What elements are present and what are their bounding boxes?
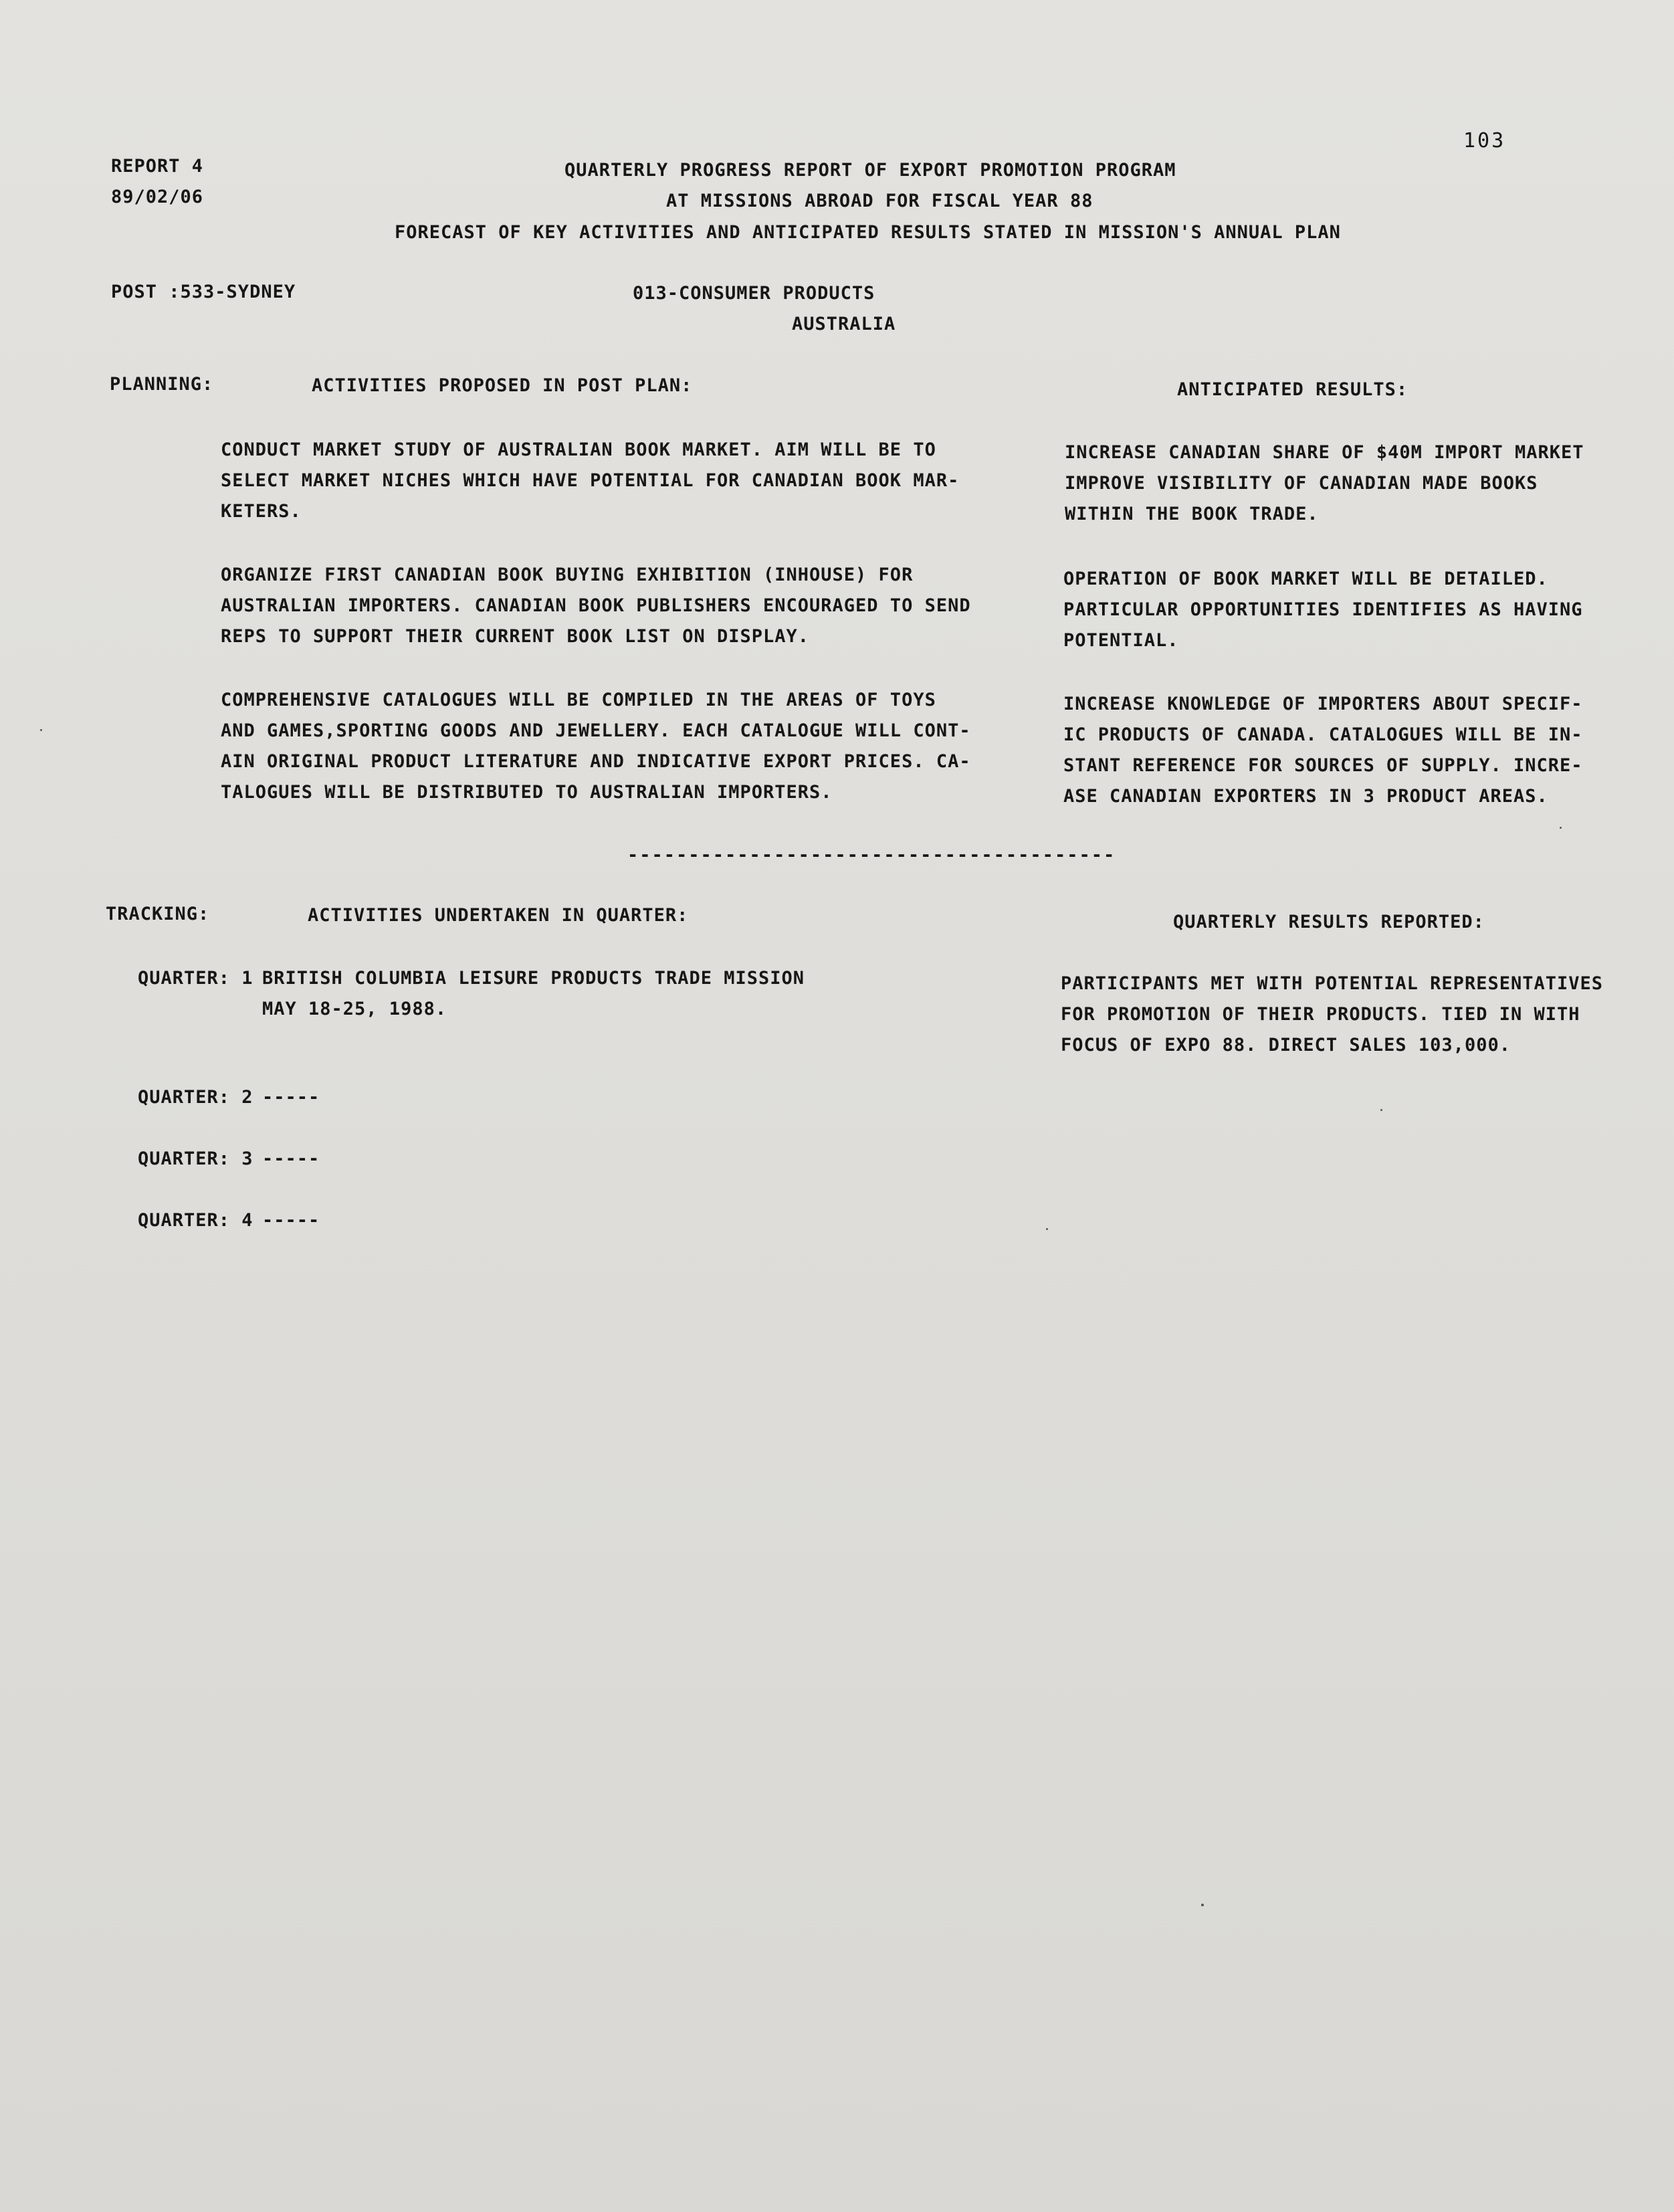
planning-activity-2 xyxy=(221,560,971,652)
result-line: INCREASE CANADIAN SHARE OF $40M IMPORT MARKET xyxy=(1065,442,1584,463)
activity-line: SELECT MARKET NICHES WHICH HAVE POTENTIAL FOR CANADIAN BOOK MAR- xyxy=(221,470,960,491)
activity-line: TALOGUES WILL BE DISTRIBUTED TO AUSTRALIAN IMPORTERS. xyxy=(221,782,833,803)
result-line: FOCUS OF EXPO 88. DIRECT SALES 103,000. xyxy=(1061,1035,1511,1055)
result-line: PARTICULAR OPPORTUNITIES IDENTIFIES AS HAVING xyxy=(1063,599,1583,620)
quarter-1-result xyxy=(1061,969,1603,1061)
result-line: INCREASE KNOWLEDGE OF IMPORTERS ABOUT SPECIF- xyxy=(1063,694,1583,714)
result-line: PARTICIPANTS MET WITH POTENTIAL REPRESENTATIVES xyxy=(1061,973,1604,994)
planning-activities-header: ACTIVITIES PROPOSED IN POST PLAN: xyxy=(312,375,693,396)
post-label: POST :533-SYDNEY xyxy=(111,282,296,302)
planning-result-2 xyxy=(1063,564,1583,656)
quarter-4-activity: ----- xyxy=(262,1210,320,1231)
paper-speck xyxy=(1560,827,1562,829)
activity-line: REPS TO SUPPORT THEIR CURRENT BOOK LIST ON DISPLAY. xyxy=(221,626,810,647)
activity-line: BRITISH COLUMBIA LEISURE PRODUCTS TRADE MISSION xyxy=(262,968,805,989)
result-line: IC PRODUCTS OF CANADA. CATALOGUES WILL BE IN- xyxy=(1063,724,1583,745)
tracking-results-header: QUARTERLY RESULTS REPORTED: xyxy=(1173,912,1485,932)
activity-line: CONDUCT MARKET STUDY OF AUSTRALIAN BOOK MARKET. AIM WILL BE TO xyxy=(221,439,936,460)
country-label: AUSTRALIA xyxy=(792,314,896,334)
activity-line: COMPREHENSIVE CATALOGUES WILL BE COMPILED IN THE AREAS OF TOYS xyxy=(221,690,936,710)
planning-activity-3 xyxy=(221,685,971,808)
result-line: ASE CANADIAN EXPORTERS IN 3 PRODUCT AREAS. xyxy=(1063,786,1548,807)
activity-line: AIN ORIGINAL PRODUCT LITERATURE AND INDICATIVE EXPORT PRICES. CA- xyxy=(221,751,971,772)
paper-speck xyxy=(40,729,42,731)
quarter-2-activity: ----- xyxy=(262,1087,320,1108)
page-number: 103 xyxy=(1463,129,1506,153)
tracking-activities-header: ACTIVITIES UNDERTAKEN IN QUARTER: xyxy=(308,905,689,926)
paper-speck xyxy=(1201,1904,1204,1906)
paper-speck xyxy=(1046,1228,1048,1230)
quarter-2-label: QUARTER: 2 xyxy=(138,1087,253,1108)
activity-line: KETERS. xyxy=(221,501,302,522)
planning-results-header: ANTICIPATED RESULTS: xyxy=(1177,379,1408,400)
planning-activity-1 xyxy=(221,435,959,527)
tracking-label: TRACKING: xyxy=(106,904,210,924)
result-line: WITHIN THE BOOK TRADE. xyxy=(1065,504,1319,524)
quarter-1-activity xyxy=(262,963,805,1025)
planning-result-3 xyxy=(1063,689,1583,812)
report-label: REPORT 4 xyxy=(111,156,204,177)
report-title-line-2: AT MISSIONS ABROAD FOR FISCAL YEAR 88 xyxy=(666,191,1093,211)
result-line: FOR PROMOTION OF THEIR PRODUCTS. TIED IN WITH xyxy=(1061,1004,1580,1025)
activity-line: AUSTRALIAN IMPORTERS. CANADIAN BOOK PUBLISHERS ENCOURAGED TO SEND xyxy=(221,595,971,616)
activity-line: ORGANIZE FIRST CANADIAN BOOK BUYING EXHIBITION (INHOUSE) FOR xyxy=(221,565,914,585)
result-line: IMPROVE VISIBILITY OF CANADIAN MADE BOOKS xyxy=(1065,473,1538,494)
quarter-1-label: QUARTER: 1 xyxy=(138,968,253,989)
activity-line: MAY 18-25, 1988. xyxy=(262,999,447,1019)
result-line: POTENTIAL. xyxy=(1063,630,1179,651)
result-line: OPERATION OF BOOK MARKET WILL BE DETAILED. xyxy=(1063,569,1548,589)
paper-speck xyxy=(1380,1109,1382,1111)
report-title-line-3: FORECAST OF KEY ACTIVITIES AND ANTICIPATED RESULTS STATED IN MISSION'S ANNUAL PLAN xyxy=(395,222,1341,243)
quarter-3-activity: ----- xyxy=(262,1148,320,1169)
report-title-line-1: QUARTERLY PROGRESS REPORT OF EXPORT PROMOTION PROGRAM xyxy=(564,160,1176,181)
quarter-3-label: QUARTER: 3 xyxy=(138,1148,253,1169)
activity-line: AND GAMES,SPORTING GOODS AND JEWELLERY. EACH CATALOGUE WILL CONT- xyxy=(221,720,971,741)
sector-label: 013-CONSUMER PRODUCTS xyxy=(633,283,875,304)
report-date: 89/02/06 xyxy=(111,187,204,207)
quarter-4-label: QUARTER: 4 xyxy=(138,1210,253,1231)
result-line: STANT REFERENCE FOR SOURCES OF SUPPLY. INCRE- xyxy=(1063,755,1583,776)
planning-label: PLANNING: xyxy=(110,374,214,395)
section-separator: ---------------------------------------- xyxy=(627,845,1116,866)
planning-result-1 xyxy=(1065,437,1584,530)
